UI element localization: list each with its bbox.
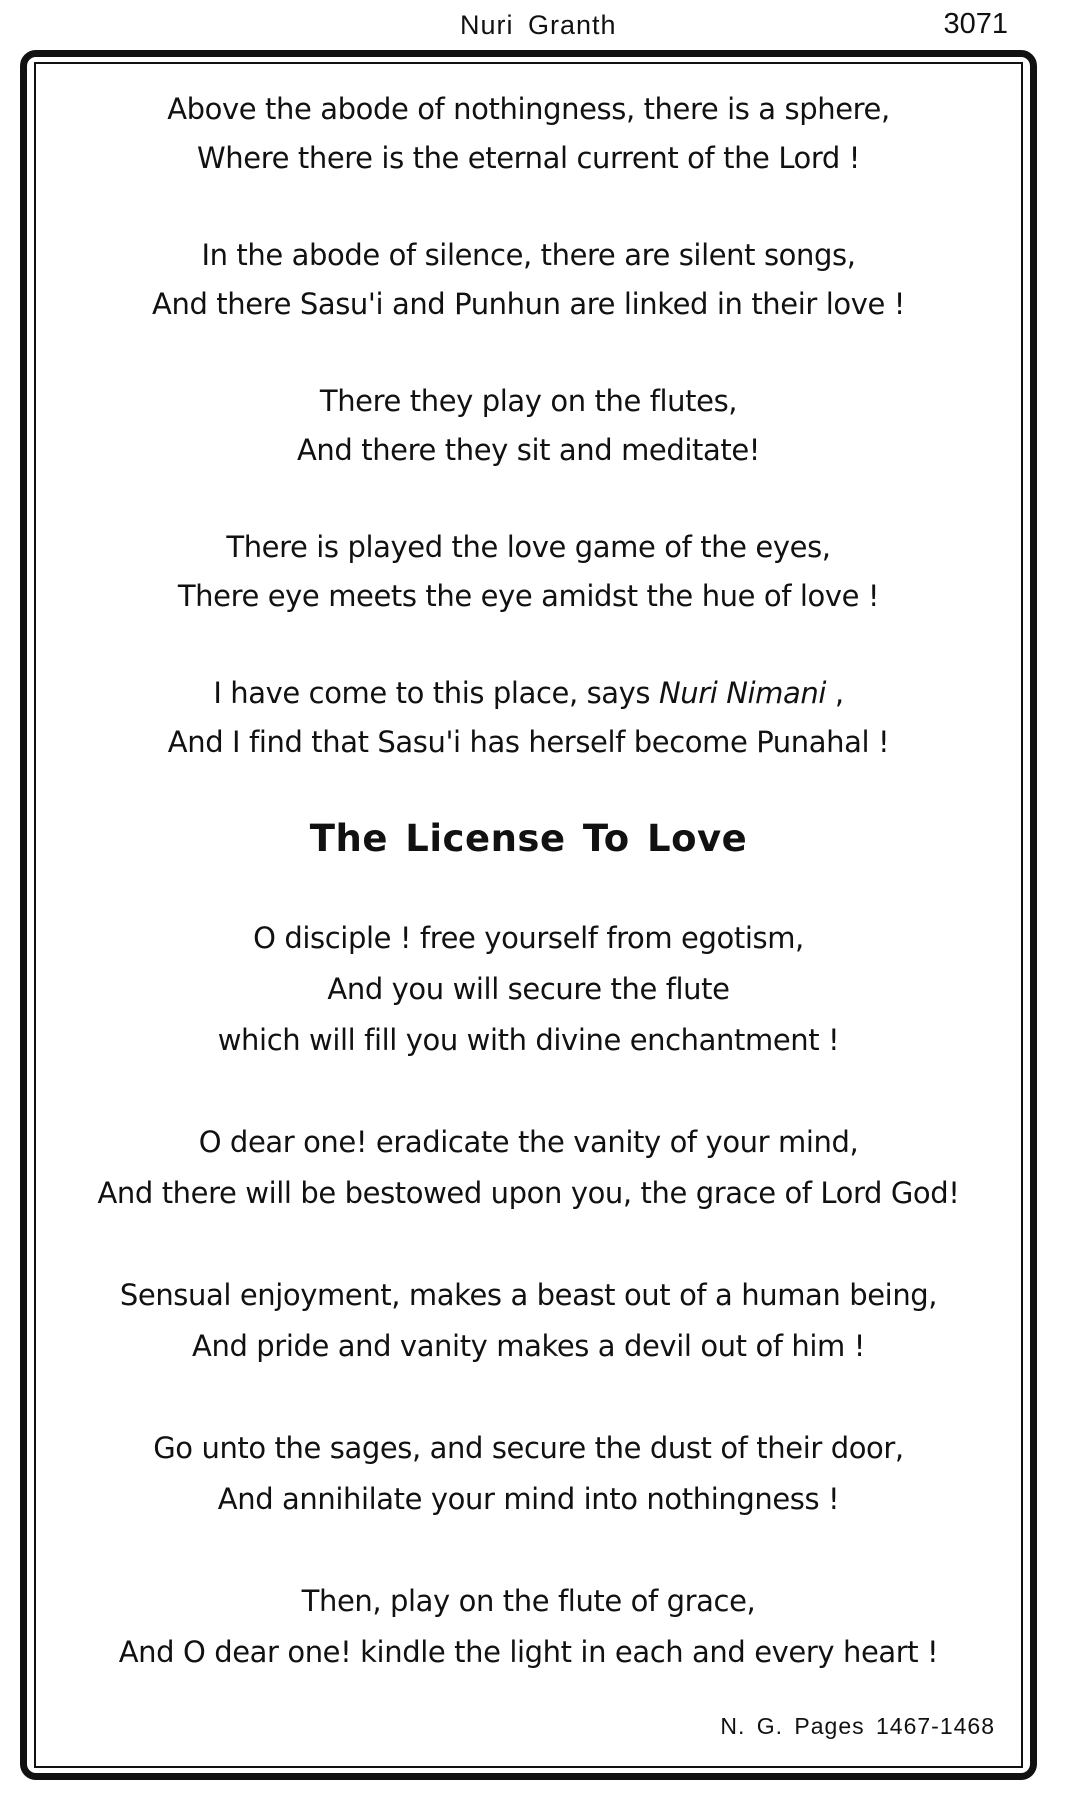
- verse-line: Then, play on the flute of grace,: [301, 1584, 756, 1618]
- poem-title: The License To Love: [309, 817, 748, 860]
- verse-line: And you will secure the flute: [327, 972, 730, 1006]
- poem-license-to-love: [36, 913, 1021, 1678]
- poem-nothingness: [36, 85, 1021, 767]
- verse-line: There they play on the flutes,: [319, 384, 738, 418]
- verse-line: And I find that Sasu'i has herself become Punahal !: [167, 725, 890, 759]
- stanza: [36, 231, 1021, 329]
- stanza: [36, 913, 1021, 1066]
- verse-line: which will fill you with divine enchantment !: [217, 1023, 840, 1057]
- stanza: [36, 1423, 1021, 1525]
- verse-line: And there will be bestowed upon you, the grace of Lord God!: [97, 1176, 960, 1210]
- verse-line: And pride and vanity makes a devil out of him !: [192, 1329, 865, 1363]
- verse-line: And O dear one! kindle the light in each and every heart !: [118, 1635, 939, 1669]
- stanza: [36, 669, 1021, 767]
- verse-line: And there they sit and meditate!: [296, 433, 761, 467]
- poet-name: Nuri Nimani: [658, 676, 827, 710]
- verse-text: ,: [826, 676, 844, 710]
- source-reference: N. G. Pages 1467-1468: [720, 1713, 995, 1739]
- verse-line: There is played the love game of the eyes,: [226, 530, 831, 564]
- verse-line: O disciple ! free yourself from egotism,: [253, 921, 804, 955]
- book-title: Nuri Granth: [460, 10, 617, 40]
- stanza: [36, 523, 1021, 621]
- verse-line: O dear one! eradicate the vanity of your mind,: [198, 1125, 859, 1159]
- stanza: [36, 1117, 1021, 1219]
- page-number: 3071: [943, 8, 1008, 40]
- stanza: [36, 377, 1021, 475]
- verse-line: Sensual enjoyment, makes a beast out of a human being,: [119, 1278, 938, 1312]
- verse-line: Go unto the sages, and secure the dust of their door,: [153, 1431, 904, 1465]
- verse-line: In the abode of silence, there are silent songs,: [201, 238, 856, 272]
- verse-line: And there Sasu'i and Punhun are linked in their love !: [152, 287, 905, 321]
- verse-line: And annihilate your mind into nothingness !: [217, 1482, 840, 1516]
- verse-line: [36, 669, 1021, 718]
- stanza: [36, 1270, 1021, 1372]
- verse-text: I have come to this place, says: [213, 676, 659, 710]
- verse-line: Above the abode of nothingness, there is a sphere,: [167, 92, 890, 126]
- verse-line: There eye meets the eye amidst the hue of love !: [177, 579, 880, 613]
- stanza: [36, 85, 1021, 183]
- verse-line: Where there is the eternal current of the Lord !: [197, 141, 860, 175]
- running-header: [0, 0, 1080, 50]
- stanza: [36, 1576, 1021, 1678]
